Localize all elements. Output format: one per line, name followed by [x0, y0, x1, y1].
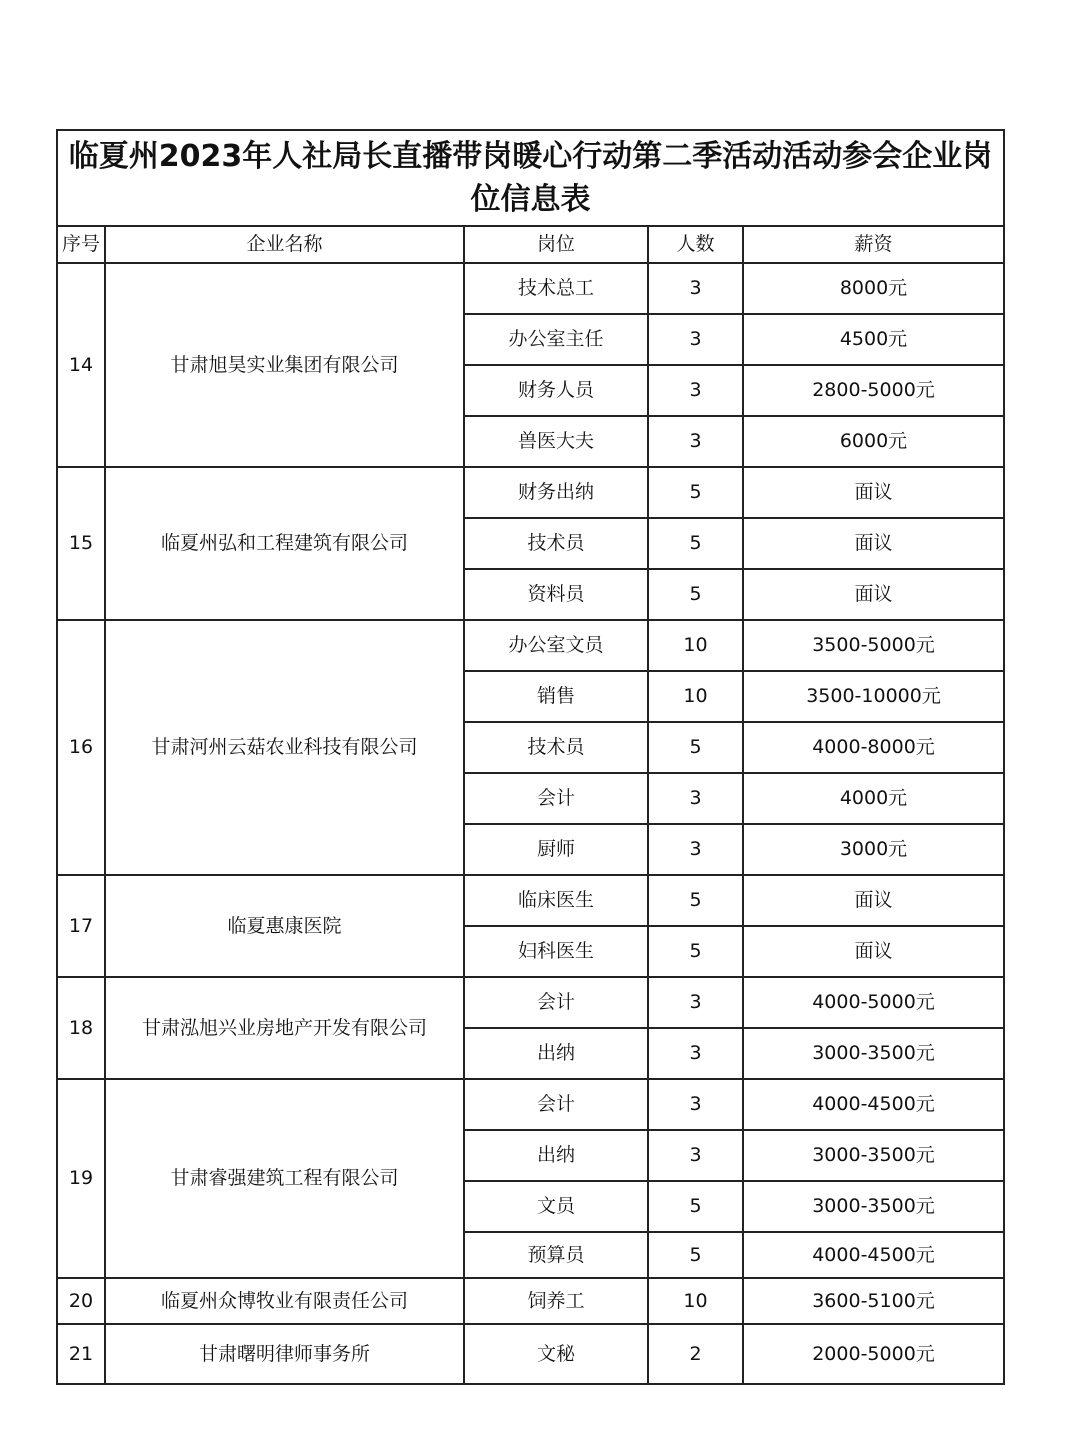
headcount-cell: 10: [648, 1278, 743, 1324]
headcount-cell: 3: [648, 1130, 743, 1181]
headcount-cell: 5: [648, 518, 743, 569]
headcount-cell: 3: [648, 1028, 743, 1079]
table-row: [57, 977, 1004, 1028]
salary-cell: 2800-5000元: [743, 365, 1004, 416]
salary-cell: 3500-10000元: [743, 671, 1004, 722]
salary-cell: 4000-8000元: [743, 722, 1004, 773]
serial-number-cell: 20: [57, 1278, 105, 1324]
company-name-cell: 甘肃河州云菇农业科技有限公司: [105, 620, 464, 875]
table-row: [57, 467, 1004, 518]
salary-cell: 2000-5000元: [743, 1324, 1004, 1384]
position-cell: 财务出纳: [464, 467, 648, 518]
serial-number-cell: 15: [57, 467, 105, 620]
company-name-cell: 甘肃旭昊实业集团有限公司: [105, 263, 464, 467]
salary-cell: 8000元: [743, 263, 1004, 314]
header-headcount: 人数: [648, 226, 743, 263]
headcount-cell: 3: [648, 1079, 743, 1130]
job-info-table: [56, 129, 1005, 1385]
position-cell: 临床医生: [464, 875, 648, 926]
position-cell: 会计: [464, 1079, 648, 1130]
position-cell: 文秘: [464, 1324, 648, 1384]
position-cell: 出纳: [464, 1028, 648, 1079]
position-cell: 预算员: [464, 1232, 648, 1278]
salary-cell: 6000元: [743, 416, 1004, 467]
table-title: 临夏州2023年人社局长直播带岗暖心行动第二季活动活动参会企业岗位信息表: [57, 130, 1004, 226]
serial-number-cell: 21: [57, 1324, 105, 1384]
position-cell: 财务人员: [464, 365, 648, 416]
headcount-cell: 10: [648, 620, 743, 671]
headcount-cell: 10: [648, 671, 743, 722]
salary-cell: 面议: [743, 875, 1004, 926]
salary-cell: 4000-5000元: [743, 977, 1004, 1028]
salary-cell: 3600-5100元: [743, 1278, 1004, 1324]
table-row: [57, 1278, 1004, 1324]
headcount-cell: 5: [648, 1181, 743, 1232]
position-cell: 技术员: [464, 722, 648, 773]
salary-cell: 面议: [743, 569, 1004, 620]
position-cell: 办公室文员: [464, 620, 648, 671]
table-row: [57, 1079, 1004, 1130]
salary-cell: 4500元: [743, 314, 1004, 365]
headcount-cell: 3: [648, 416, 743, 467]
position-cell: 办公室主任: [464, 314, 648, 365]
salary-cell: 3000-3500元: [743, 1028, 1004, 1079]
position-cell: 资料员: [464, 569, 648, 620]
salary-cell: 面议: [743, 467, 1004, 518]
company-name-cell: 甘肃曙明律师事务所: [105, 1324, 464, 1384]
headcount-cell: 3: [648, 773, 743, 824]
salary-cell: 面议: [743, 926, 1004, 977]
position-cell: 厨师: [464, 824, 648, 875]
header-serial-number: 序号: [57, 226, 105, 263]
table-row: [57, 620, 1004, 671]
company-name-cell: 临夏惠康医院: [105, 875, 464, 977]
serial-number-cell: 18: [57, 977, 105, 1079]
headcount-cell: 5: [648, 875, 743, 926]
salary-cell: 3000-3500元: [743, 1181, 1004, 1232]
headcount-cell: 3: [648, 977, 743, 1028]
headcount-cell: 5: [648, 569, 743, 620]
position-cell: 出纳: [464, 1130, 648, 1181]
table-row: [57, 875, 1004, 926]
position-cell: 会计: [464, 773, 648, 824]
headcount-cell: 2: [648, 1324, 743, 1384]
position-cell: 销售: [464, 671, 648, 722]
serial-number-cell: 19: [57, 1079, 105, 1278]
company-name-cell: 临夏州众博牧业有限责任公司: [105, 1278, 464, 1324]
headcount-cell: 3: [648, 263, 743, 314]
position-cell: 技术员: [464, 518, 648, 569]
serial-number-cell: 17: [57, 875, 105, 977]
salary-cell: 3000-3500元: [743, 1130, 1004, 1181]
headcount-cell: 3: [648, 365, 743, 416]
headcount-cell: 5: [648, 1232, 743, 1278]
header-company-name: 企业名称: [105, 226, 464, 263]
headcount-cell: 3: [648, 824, 743, 875]
headcount-cell: 5: [648, 722, 743, 773]
salary-cell: 3000元: [743, 824, 1004, 875]
salary-cell: 4000-4500元: [743, 1232, 1004, 1278]
position-cell: 妇科医生: [464, 926, 648, 977]
company-name-cell: 临夏州弘和工程建筑有限公司: [105, 467, 464, 620]
header-salary: 薪资: [743, 226, 1004, 263]
position-cell: 技术总工: [464, 263, 648, 314]
position-cell: 文员: [464, 1181, 648, 1232]
company-name-cell: 甘肃泓旭兴业房地产开发有限公司: [105, 977, 464, 1079]
headcount-cell: 3: [648, 314, 743, 365]
serial-number-cell: 14: [57, 263, 105, 467]
position-cell: 会计: [464, 977, 648, 1028]
table-row: [57, 263, 1004, 314]
company-name-cell: 甘肃睿强建筑工程有限公司: [105, 1079, 464, 1278]
header-position: 岗位: [464, 226, 648, 263]
salary-cell: 面议: [743, 518, 1004, 569]
salary-cell: 3500-5000元: [743, 620, 1004, 671]
headcount-cell: 5: [648, 926, 743, 977]
headcount-cell: 5: [648, 467, 743, 518]
serial-number-cell: 16: [57, 620, 105, 875]
table-row: [57, 1324, 1004, 1384]
salary-cell: 4000-4500元: [743, 1079, 1004, 1130]
salary-cell: 4000元: [743, 773, 1004, 824]
position-cell: 兽医大夫: [464, 416, 648, 467]
position-cell: 饲养工: [464, 1278, 648, 1324]
